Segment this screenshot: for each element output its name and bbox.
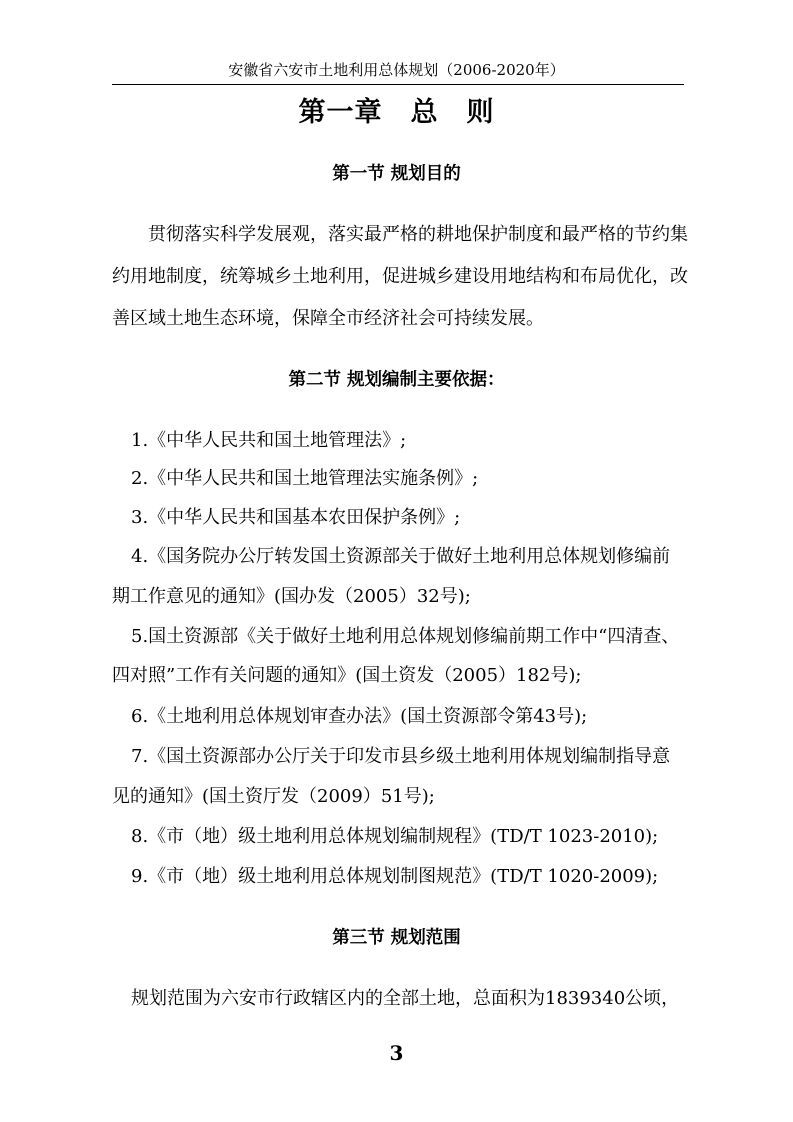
paragraph-line: 贯彻落实科学发展观，落实最严格的耕地保护制度和最严格的节约集 [148, 224, 688, 245]
basis-item: 6.《土地利用总体规划审查办法》(国土资源部令第43号); [131, 706, 588, 727]
basis-item: 3.《中华人民共和国基本农田保护条例》; [131, 507, 461, 528]
basis-item-continued: 见的通知》(国土资厅发（2009）51号); [112, 786, 435, 807]
basis-item: 8.《市（地）级土地利用总体规划编制规程》(TD/T 1023-2010); [131, 826, 659, 847]
paragraph-line: 约用地制度，统筹城乡土地利用，促进城乡建设用地结构和布局优化，改 [112, 266, 688, 287]
chapter-name: 总 则 [410, 97, 495, 128]
basis-item: 1.《中华人民共和国土地管理法》; [131, 430, 407, 451]
page-number: 3 [389, 1041, 404, 1065]
paragraph-line: 规划范围为六安市行政辖区内的全部土地，总面积为1839340公顷， [131, 988, 680, 1009]
basis-item: 9.《市（地）级土地利用总体规划制图规范》(TD/T 1020-2009); [131, 866, 659, 887]
section-title-scope: 第三节 规划范围 [332, 928, 461, 948]
basis-item: 2.《中华人民共和国土地管理法实施条例》; [131, 468, 479, 489]
chapter-number: 第一章 [298, 97, 383, 128]
basis-item-continued: 四对照”工作有关问题的通知》(国土资发（2005）182号); [112, 665, 582, 686]
section-title-purpose: 第一节 规划目的 [332, 164, 461, 184]
paragraph-line: 善区域土地生态环境，保障全市经济社会可持续发展。 [112, 308, 544, 329]
basis-item: 4.《国务院办公厅转发国土资源部关于做好土地利用总体规划修编前 [131, 546, 671, 567]
header-rule [112, 84, 684, 85]
basis-item: 7.《国土资源部办公厅关于印发市县乡级土地利用体规划编制指导意 [131, 746, 671, 767]
basis-item-continued: 期工作意见的通知》(国办发（2005）32号); [112, 586, 471, 607]
section-title-basis: 第二节 规划编制主要依据： [288, 370, 505, 390]
running-header: 安徽省六安市土地利用总体规划（2006-2020年） [228, 61, 565, 79]
chapter-title [0, 96, 793, 130]
basis-item: 5.国土资源部《关于做好土地利用总体规划修编前期工作中“四清查、 [131, 626, 680, 647]
